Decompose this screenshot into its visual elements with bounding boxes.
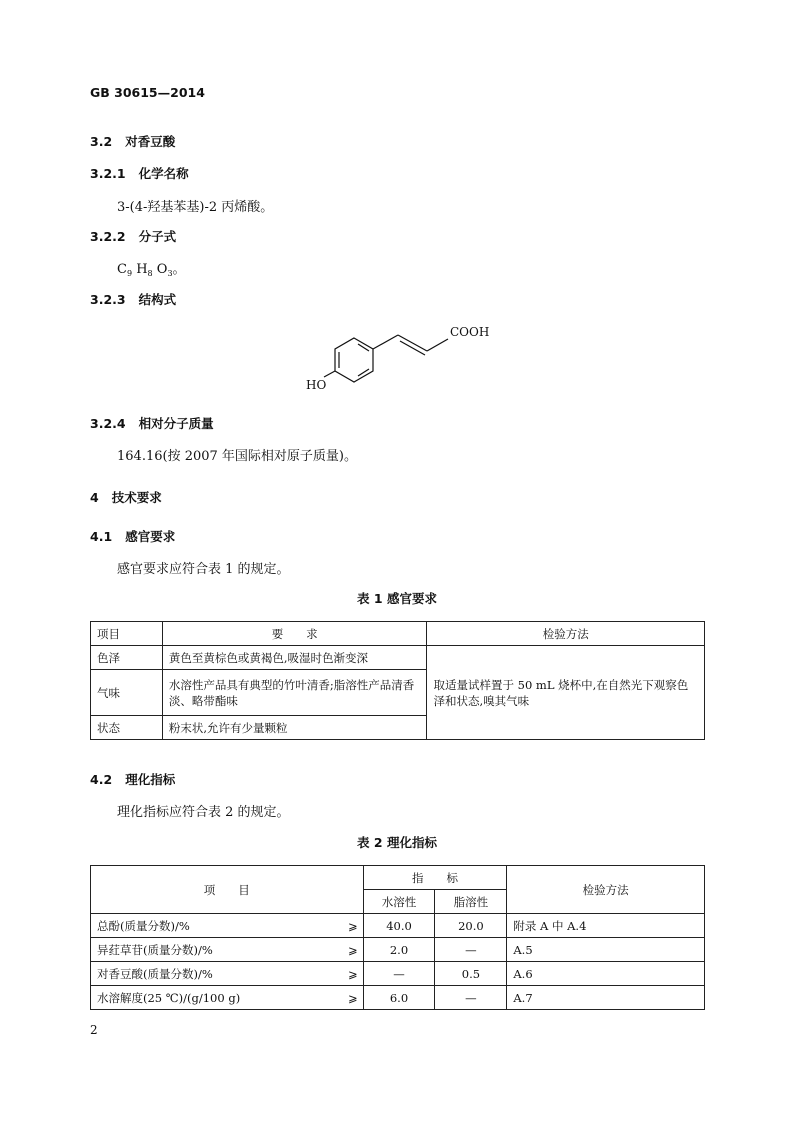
row-operator: ⩾ xyxy=(343,914,363,938)
sensory-intro-text: 感官要求应符合表 1 的规定。 xyxy=(117,562,290,577)
section-title: 感官要求 xyxy=(125,529,176,544)
table-row xyxy=(91,646,705,670)
header-method: 检验方法 xyxy=(427,622,705,646)
row-requirement: 水溶性产品具有典型的竹叶清香;脂溶性产品清香淡、略带酯味 xyxy=(162,670,427,716)
chemical-name-text: 3-(4-羟基苯基)-2 丙烯酸。 xyxy=(117,200,274,215)
row-fat-value: 20.0 xyxy=(435,914,507,938)
molecular-formula: $C_9$ $H_8$ $O_3$。 xyxy=(117,262,186,278)
row-operator: ⩾ xyxy=(343,938,363,962)
row-item: 水溶解度(25 ℃)/(g/100 g) xyxy=(91,986,344,1010)
header-item: 项目 xyxy=(91,622,163,646)
header-requirement: 要 求 xyxy=(162,622,427,646)
section-title: 化学名称 xyxy=(138,166,189,181)
section-3-2-3-heading xyxy=(90,290,176,308)
row-method: A.5 xyxy=(507,938,705,962)
row-method: A.7 xyxy=(507,986,705,1010)
row-water-value: 40.0 xyxy=(363,914,435,938)
row-operator: ⩾ xyxy=(343,962,363,986)
row-fat-value: — xyxy=(435,986,507,1010)
section-number: 3.2.4 xyxy=(90,416,126,431)
table-row xyxy=(91,938,705,962)
section-number: 4.2 xyxy=(90,772,113,787)
section-title: 相对分子质量 xyxy=(138,416,214,431)
section-title: 对香豆酸 xyxy=(125,134,176,149)
physchem-intro-text: 理化指标应符合表 2 的规定。 xyxy=(117,805,290,820)
hydroxyl-bond xyxy=(324,371,335,377)
section-title: 技术要求 xyxy=(111,490,162,505)
section-3-2-2-heading xyxy=(90,227,176,245)
molecular-mass-text: 164.16(按 2007 年国际相对原子质量)。 xyxy=(117,449,357,464)
header-water-soluble: 水溶性 xyxy=(363,890,435,914)
section-number: 4 xyxy=(90,490,99,505)
table-header-row xyxy=(91,866,705,890)
ho-label: HO xyxy=(306,378,327,392)
row-method: A.6 xyxy=(507,962,705,986)
table-row xyxy=(91,986,705,1010)
section-number: 3.2.1 xyxy=(90,166,126,181)
section-title: 理化指标 xyxy=(125,772,176,787)
section-number: 3.2 xyxy=(90,134,113,149)
section-4-heading xyxy=(90,488,162,506)
section-number: 3.2.3 xyxy=(90,292,126,307)
row-item: 对香豆酸(质量分数)/% xyxy=(91,962,344,986)
header-fat-soluble: 脂溶性 xyxy=(435,890,507,914)
header-index: 指 标 xyxy=(363,866,507,890)
physchem-indicators-table xyxy=(90,865,705,1010)
row-method: 附录 A 中 A.4 xyxy=(507,914,705,938)
row-item: 异荭草苷(质量分数)/% xyxy=(91,938,344,962)
section-3-2-4-heading xyxy=(90,414,214,432)
structural-formula xyxy=(300,316,500,396)
row-item: 总酚(质量分数)/% xyxy=(91,914,344,938)
cooh-label: COOH xyxy=(450,325,490,339)
row-fat-value: 0.5 xyxy=(435,962,507,986)
propenoic-chain xyxy=(373,335,448,355)
row-fat-value: — xyxy=(435,938,507,962)
row-item: 气味 xyxy=(91,670,163,716)
section-title: 分子式 xyxy=(138,229,177,244)
row-water-value: 2.0 xyxy=(363,938,435,962)
standard-number: GB 30615—2014 xyxy=(90,85,205,100)
section-3-2-1-heading xyxy=(90,164,189,182)
section-4-1-heading xyxy=(90,527,175,545)
row-requirement: 粉末状,允许有少量颗粒 xyxy=(162,716,427,740)
table-row xyxy=(91,962,705,986)
page-number: 2 xyxy=(90,1023,98,1037)
row-requirement: 黄色至黄棕色或黄褐色,吸湿时色渐变深 xyxy=(162,646,427,670)
section-3-2-heading xyxy=(90,132,175,150)
table-row xyxy=(91,914,705,938)
row-water-value: 6.0 xyxy=(363,986,435,1010)
section-title: 结构式 xyxy=(138,292,177,307)
row-item: 状态 xyxy=(91,716,163,740)
header-item: 项 目 xyxy=(91,866,364,914)
header-method: 检验方法 xyxy=(507,866,705,914)
benzene-ring xyxy=(335,338,373,382)
section-number: 3.2.2 xyxy=(90,229,126,244)
section-4-2-heading xyxy=(90,770,175,788)
sensory-requirements-table xyxy=(90,621,705,740)
row-water-value: — xyxy=(363,962,435,986)
table2-caption: 表 2 理化指标 xyxy=(357,835,437,850)
row-operator: ⩾ xyxy=(343,986,363,1010)
table1-caption: 表 1 感官要求 xyxy=(357,591,437,606)
inspection-method: 取适量试样置于 50 mL 烧杯中,在自然光下观察色泽和状态,嗅其气味 xyxy=(427,646,705,740)
table-header-row xyxy=(91,622,705,646)
section-number: 4.1 xyxy=(90,529,113,544)
row-item: 色泽 xyxy=(91,646,163,670)
